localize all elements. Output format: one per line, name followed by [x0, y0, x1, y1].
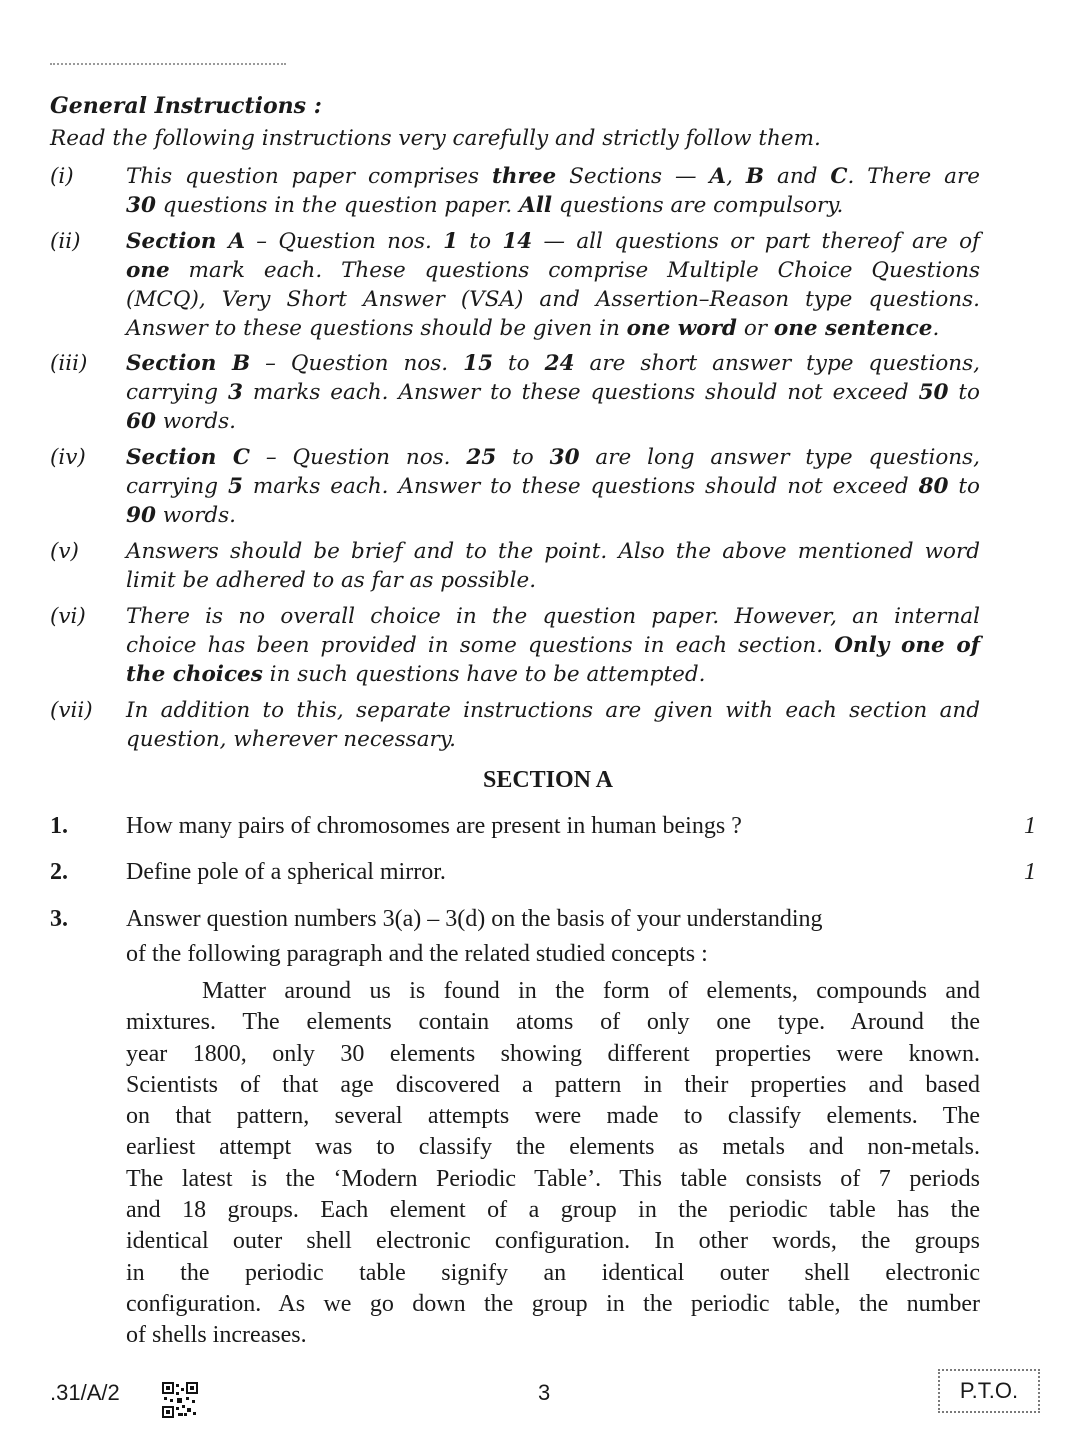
- top-dotted-rule: [50, 63, 286, 65]
- bold-run: three: [491, 164, 557, 189]
- paragraph-line: on that pattern, several attempts were made to classify elements. The: [126, 1103, 980, 1130]
- instruction-line: Answers should be brief and to the point. Also the above mentioned word: [126, 539, 980, 564]
- instruction-line: question, wherever necessary.: [126, 727, 456, 752]
- paragraph-line: and 18 groups. Each element of a group in the periodic table has the: [126, 1197, 980, 1224]
- instruction-line: Section C – Question nos. 25 to 30 are long answer type questions,: [126, 445, 981, 470]
- instruction-text: [126, 537, 980, 595]
- instruction-text: [126, 696, 980, 754]
- bold-run: A: [709, 164, 727, 189]
- bold-run: Only one of: [834, 633, 980, 658]
- bold-run: 24: [544, 351, 575, 376]
- paragraph-line: mixtures. The elements contain atoms of only one type. Around the: [126, 1009, 980, 1036]
- qr-code-icon: [162, 1382, 198, 1418]
- question-marks: 1: [1024, 859, 1036, 885]
- section-title: SECTION A: [482, 767, 614, 793]
- instruction-line: Section A – Question nos. 1 to 14 — all questions or part thereof are of: [126, 229, 980, 254]
- paragraph-line: identical outer shell electronic configuration. In other words, the groups: [126, 1228, 980, 1255]
- bold-run: 14: [502, 229, 533, 254]
- instruction-line: 60 words.: [126, 409, 237, 434]
- instruction-text: [126, 602, 980, 689]
- instruction-line: the choices in such questions have to be attempted.: [126, 662, 706, 687]
- question-number: 1.: [50, 813, 68, 839]
- bold-run: Section A: [126, 229, 245, 254]
- question-text: How many pairs of chromosomes are present in human beings ?: [126, 813, 742, 839]
- question-3-paragraph: [126, 976, 980, 1352]
- instruction-line: Section B – Question nos. 15 to 24 are short answer type questions,: [126, 351, 980, 376]
- paragraph-line: earliest attempt was to classify the elements as metals and non-metals.: [126, 1134, 980, 1161]
- paragraph-line: Scientists of that age discovered a pattern in their properties and based: [126, 1071, 980, 1098]
- paragraph-line: Matter around us is found in the form of elements, compounds and: [202, 978, 980, 1004]
- bold-run: 30: [549, 445, 580, 470]
- instruction-number: (ii): [50, 229, 81, 254]
- question-text-line: Answer question numbers 3(a) – 3(d) on the basis of your understanding: [126, 906, 823, 932]
- bold-run: 25: [466, 445, 497, 470]
- instruction-text: [126, 227, 980, 343]
- bold-run: one sentence: [773, 316, 933, 341]
- instruction-line: limit be adhered to as far as possible.: [126, 568, 537, 593]
- instruction-text: [126, 162, 980, 220]
- bold-run: 1: [443, 229, 459, 254]
- instruction-text: [126, 349, 980, 436]
- instruction-line: (MCQ), Very Short Answer (VSA) and Assertion–Reason type questions.: [126, 287, 980, 312]
- instruction-line: In addition to this, separate instructions are given with each section and: [126, 698, 980, 723]
- instruction-number: (iii): [50, 351, 88, 376]
- general-instructions-intro: Read the following instructions very carefully and strictly follow them.: [50, 126, 821, 151]
- paragraph-line: configuration. As we go down the group in the periodic table, the number: [126, 1290, 980, 1317]
- instruction-line: 30 questions in the question paper. All questions are compulsory.: [126, 193, 844, 218]
- question-number: 3.: [50, 906, 68, 932]
- question-text-line: of the following paragraph and the related studied concepts :: [126, 941, 708, 967]
- bold-run: 60: [126, 409, 156, 434]
- bold-run: one word: [626, 316, 737, 341]
- bold-run: 30: [126, 193, 156, 218]
- instruction-number: (v): [50, 539, 79, 564]
- bold-run: C: [830, 164, 848, 189]
- instruction-line: This question paper comprises three Sections — A, B and C. There are: [126, 164, 980, 189]
- paragraph-line: The latest is the ‘Modern Periodic Table’. This table consists of 7 periods: [126, 1165, 980, 1192]
- bold-run: 50: [918, 380, 949, 405]
- bold-run: the choices: [126, 662, 263, 687]
- instruction-line: There is no overall choice in the question paper. However, an internal: [126, 604, 980, 629]
- instruction-number: (iv): [50, 445, 86, 470]
- pto-box: P.T.O.: [938, 1369, 1040, 1413]
- instruction-number: (vi): [50, 604, 86, 629]
- bold-run: 5: [227, 474, 243, 499]
- bold-run: B: [745, 164, 765, 189]
- instruction-number: (i): [50, 164, 74, 189]
- page-number: 3: [538, 1380, 551, 1405]
- instruction-number: (vii): [50, 698, 93, 723]
- instruction-line: one mark each. These questions comprise Multiple Choice Questions: [126, 258, 980, 283]
- paper-code: .31/A/2: [50, 1380, 120, 1405]
- paragraph-line: year 1800, only 30 elements showing different properties were known.: [126, 1040, 980, 1067]
- question-marks: 1: [1024, 813, 1036, 839]
- bold-run: 3: [227, 380, 243, 405]
- instruction-line: Answer to these questions should be given in one word or one sentence.: [126, 316, 940, 341]
- bold-run: Section C: [126, 445, 250, 470]
- instruction-line: carrying 5 marks each. Answer to these questions should not exceed 80 to: [126, 474, 980, 499]
- bold-run: 80: [918, 474, 949, 499]
- question-number: 2.: [50, 859, 68, 885]
- instruction-line: carrying 3 marks each. Answer to these questions should not exceed 50 to: [126, 380, 980, 405]
- bold-run: 15: [463, 351, 494, 376]
- paragraph-line: in the periodic table signify an identical outer shell electronic: [126, 1259, 980, 1286]
- bold-run: Section B: [126, 351, 251, 376]
- bold-run: 90: [126, 503, 156, 528]
- bold-run: All: [519, 193, 553, 218]
- paragraph-line: of shells increases.: [126, 1322, 307, 1349]
- bold-run: one: [126, 258, 170, 283]
- instruction-line: 90 words.: [126, 503, 237, 528]
- question-text: Define pole of a spherical mirror.: [126, 859, 446, 885]
- instruction-line: choice has been provided in some questions in each section. Only one of: [126, 633, 980, 658]
- instruction-text: [126, 443, 980, 530]
- general-instructions-title: General Instructions :: [50, 93, 322, 119]
